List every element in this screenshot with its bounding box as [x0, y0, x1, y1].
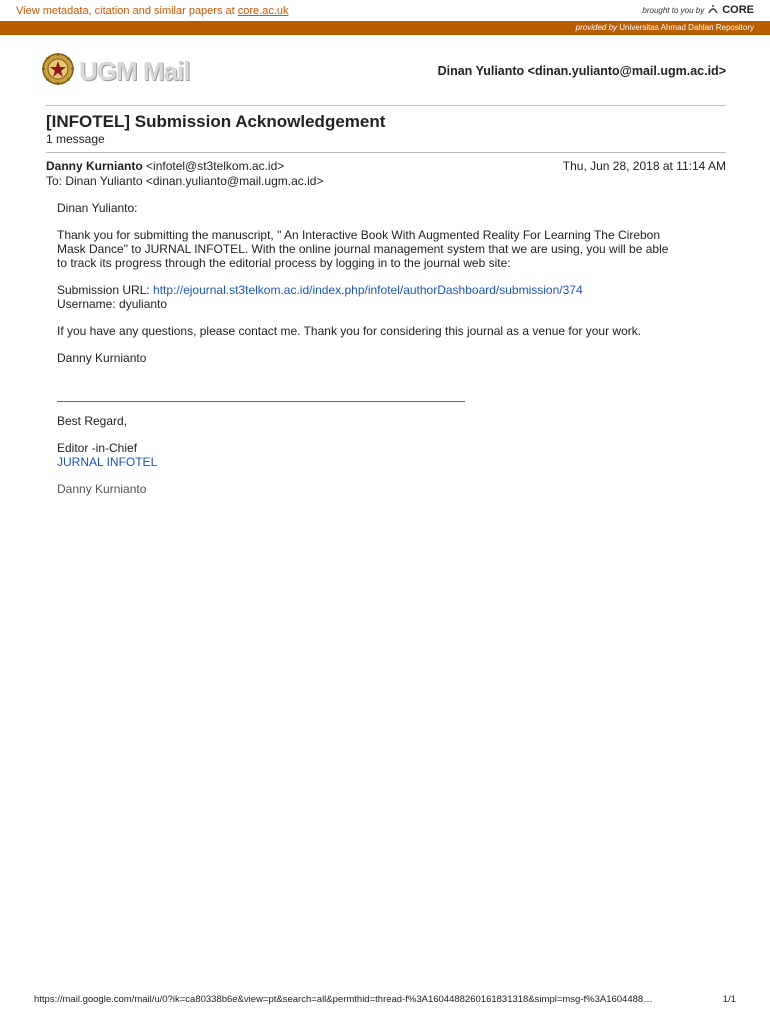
core-provided-by [576, 23, 754, 32]
submission-url-link[interactable]: http://ejournal.st3telkom.ac.id/index.php/infotel/authorDashboard/submission/374 [153, 283, 583, 297]
submission-url-line [57, 283, 717, 297]
core-banner [0, 0, 770, 21]
core-brand-name: CORE [722, 4, 754, 16]
core-provided-bar [0, 21, 770, 35]
thread-subject: [INFOTEL] Submission Acknowledgement [46, 112, 386, 131]
body-paragraph-line: Mask Dance" to JURNAL INFOTEL. With the online journal management system that we are using, you will be able [57, 242, 669, 256]
username-line: Username: dyulianto [57, 297, 168, 311]
provided-by-source: Universitas Ahmad Dahlan Repository [619, 23, 754, 32]
logo-text: UGM Mail [79, 56, 190, 86]
questions-paragraph: If you have any questions, please contact me. Thank you for considering this journal as a venue for your work. [57, 324, 642, 338]
footer-page-number: 1/1 [722, 994, 736, 1005]
journal-link[interactable]: JURNAL INFOTEL [57, 455, 158, 469]
message-count: 1 message [46, 132, 105, 146]
core-brought-label: brought to you by [642, 5, 705, 15]
core-metadata-link[interactable] [16, 5, 289, 17]
greeting: Dinan Yulianto: [57, 201, 138, 215]
editor-name: Danny Kurnianto [57, 482, 147, 496]
core-logo-icon [707, 3, 719, 17]
signoff-name: Danny Kurnianto [57, 351, 147, 365]
body-paragraph-line: to track its progress through the editorial process by logging in to the journal web site: [57, 256, 511, 270]
core-brought-by [642, 3, 754, 17]
core-metadata-prefix: View metadata, citation and similar papers at [16, 5, 238, 17]
message-to: To: Dinan Yulianto <dinan.yulianto@mail.ugm.ac.id> [46, 174, 324, 188]
editor-title: Editor -in-Chief [57, 441, 138, 455]
thread-divider [46, 152, 726, 153]
provided-by-label: provided by [575, 23, 618, 32]
ugm-mail-logo [41, 52, 189, 91]
best-regard: Best Regard, [57, 414, 128, 428]
submission-url-label: Submission URL: [57, 283, 154, 297]
sender-name: Danny Kurnianto [46, 159, 143, 173]
message-body [57, 201, 717, 496]
sender-email: <infotel@st3telkom.ac.id> [146, 159, 285, 173]
account-name: Dinan Yulianto <dinan.yulianto@mail.ugm.ac.id> [437, 64, 726, 78]
message-date: Thu, Jun 28, 2018 at 11:14 AM [562, 159, 726, 173]
ugm-emblem-icon [41, 52, 75, 91]
core-metadata-link-text: core.ac.uk [237, 5, 289, 17]
message-from [46, 159, 284, 173]
header-divider [46, 105, 726, 106]
footer-url: https://mail.google.com/mail/u/0?ik=ca80338b6e&view=pt&search=all&permthid=thread-f%3A1604488260161831318&simpl=msg-f%3A1604488… [34, 994, 653, 1005]
body-paragraph-line: Thank you for submitting the manuscript, " An Interactive Book With Augmented Reality For Learning The Cirebon [57, 228, 661, 242]
